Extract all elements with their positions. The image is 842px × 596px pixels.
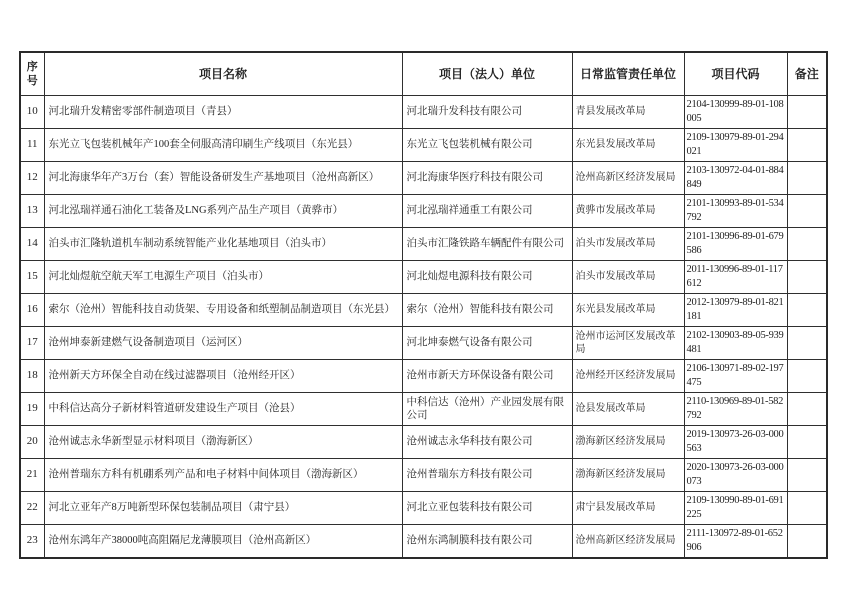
cell-seq: 11 — [20, 128, 44, 161]
cell-remark — [787, 458, 827, 491]
cell-remark — [787, 524, 827, 558]
cell-project-code: 2109-130990-89-01-691225 — [684, 491, 787, 524]
cell-seq: 16 — [20, 293, 44, 326]
cell-remark — [787, 95, 827, 128]
col-header-remark: 备注 — [787, 52, 827, 95]
table-row — [20, 227, 827, 260]
cell-project-code: 2101-130993-89-01-534792 — [684, 194, 787, 227]
cell-project-code: 2019-130973-26-03-000563 — [684, 425, 787, 458]
cell-seq: 22 — [20, 491, 44, 524]
cell-project-name: 河北泓瑞祥通石油化工装备及LNG系列产品生产项目（黄骅市） — [44, 194, 402, 227]
cell-remark — [787, 293, 827, 326]
table-body — [20, 95, 827, 558]
col-header-legal-entity: 项目（法人）单位 — [402, 52, 572, 95]
cell-project-name: 沧州坤泰新建燃气设备制造项目（运河区） — [44, 326, 402, 359]
cell-project-code: 2101-130996-89-01-679586 — [684, 227, 787, 260]
cell-seq: 10 — [20, 95, 44, 128]
cell-legal-entity: 沧州市新天方环保设备有限公司 — [402, 359, 572, 392]
cell-project-code: 2104-130999-89-01-108005 — [684, 95, 787, 128]
table-row — [20, 161, 827, 194]
cell-project-name: 沧州诚志永华新型显示材料项目（渤海新区） — [44, 425, 402, 458]
cell-legal-entity: 沧州东鸿制膜科技有限公司 — [402, 524, 572, 558]
cell-remark — [787, 326, 827, 359]
project-table — [19, 51, 828, 559]
table-row — [20, 359, 827, 392]
cell-seq: 14 — [20, 227, 44, 260]
cell-remark — [787, 128, 827, 161]
cell-supervising-unit: 东光县发展改革局 — [572, 293, 684, 326]
cell-supervising-unit: 沧州经开区经济发展局 — [572, 359, 684, 392]
cell-project-code: 2110-130969-89-01-582792 — [684, 392, 787, 425]
cell-remark — [787, 491, 827, 524]
cell-project-name: 河北灿煜航空航天军工电源生产项目（泊头市） — [44, 260, 402, 293]
cell-project-code: 2012-130979-89-01-821181 — [684, 293, 787, 326]
cell-project-code: 2106-130971-89-02-197475 — [684, 359, 787, 392]
cell-seq: 15 — [20, 260, 44, 293]
col-header-project-name: 项目名称 — [44, 52, 402, 95]
table-row — [20, 128, 827, 161]
table-row — [20, 260, 827, 293]
cell-project-name: 索尔（沧州）智能科技自动货架、专用设备和纸塑制品制造项目（东光县） — [44, 293, 402, 326]
col-header-project-code: 项目代码 — [684, 52, 787, 95]
cell-remark — [787, 359, 827, 392]
table-row — [20, 293, 827, 326]
table-row — [20, 95, 827, 128]
cell-project-code: 2020-130973-26-03-000073 — [684, 458, 787, 491]
cell-seq: 23 — [20, 524, 44, 558]
cell-project-name: 中科信达高分子新材料管道研发建设生产项目（沧县） — [44, 392, 402, 425]
cell-supervising-unit: 沧州高新区经济发展局 — [572, 161, 684, 194]
cell-project-name: 沧州新天方环保全自动在线过滤器项目（沧州经开区） — [44, 359, 402, 392]
cell-project-name: 沧州东鸿年产38000吨高阻隔尼龙薄膜项目（沧州高新区） — [44, 524, 402, 558]
cell-supervising-unit: 沧州市运河区发展改革局 — [572, 326, 684, 359]
table-row — [20, 326, 827, 359]
cell-seq: 20 — [20, 425, 44, 458]
cell-remark — [787, 392, 827, 425]
cell-seq: 18 — [20, 359, 44, 392]
cell-legal-entity: 沧州普瑞东方科技有限公司 — [402, 458, 572, 491]
cell-supervising-unit: 泊头市发展改革局 — [572, 227, 684, 260]
cell-project-name: 河北立亚年产8万吨新型环保包装制品项目（肃宁县） — [44, 491, 402, 524]
cell-legal-entity: 河北立亚包装科技有限公司 — [402, 491, 572, 524]
table-row — [20, 491, 827, 524]
cell-seq: 13 — [20, 194, 44, 227]
cell-legal-entity: 东光立飞包装机械有限公司 — [402, 128, 572, 161]
table-row — [20, 194, 827, 227]
cell-supervising-unit: 青县发展改革局 — [572, 95, 684, 128]
cell-legal-entity: 河北坤泰燃气设备有限公司 — [402, 326, 572, 359]
cell-supervising-unit: 东光县发展改革局 — [572, 128, 684, 161]
cell-remark — [787, 260, 827, 293]
cell-remark — [787, 161, 827, 194]
cell-supervising-unit: 渤海新区经济发展局 — [572, 425, 684, 458]
cell-supervising-unit: 泊头市发展改革局 — [572, 260, 684, 293]
table-row — [20, 458, 827, 491]
table-header-row — [20, 52, 827, 95]
col-header-seq: 序号 — [20, 52, 44, 95]
cell-project-code: 2103-130972-04-01-884849 — [684, 161, 787, 194]
cell-seq: 17 — [20, 326, 44, 359]
cell-project-code: 2011-130996-89-01-117612 — [684, 260, 787, 293]
table-row — [20, 524, 827, 558]
cell-project-code: 2109-130979-89-01-294021 — [684, 128, 787, 161]
cell-supervising-unit: 黄骅市发展改革局 — [572, 194, 684, 227]
cell-supervising-unit: 渤海新区经济发展局 — [572, 458, 684, 491]
cell-legal-entity: 泊头市汇隆铁路车辆配件有限公司 — [402, 227, 572, 260]
cell-legal-entity: 河北海康华医疗科技有限公司 — [402, 161, 572, 194]
cell-project-code: 2102-130903-89-05-939481 — [684, 326, 787, 359]
cell-legal-entity: 中科信达（沧州）产业园发展有限公司 — [402, 392, 572, 425]
table-row — [20, 392, 827, 425]
cell-project-name: 河北海康华年产3万台（套）智能设备研发生产基地项目（沧州高新区） — [44, 161, 402, 194]
cell-legal-entity: 河北灿煜电源科技有限公司 — [402, 260, 572, 293]
cell-remark — [787, 194, 827, 227]
cell-legal-entity: 河北泓瑞祥通重工有限公司 — [402, 194, 572, 227]
cell-legal-entity: 沧州诚志永华科技有限公司 — [402, 425, 572, 458]
col-header-supervising-unit: 日常监管责任单位 — [572, 52, 684, 95]
cell-project-name: 沧州普瑞东方科有机硼系列产品和电子材料中间体项目（渤海新区） — [44, 458, 402, 491]
cell-legal-entity: 索尔（沧州）智能科技有限公司 — [402, 293, 572, 326]
cell-supervising-unit: 沧县发展改革局 — [572, 392, 684, 425]
cell-project-name: 泊头市汇隆轨道机车制动系统智能产业化基地项目（泊头市） — [44, 227, 402, 260]
cell-supervising-unit: 沧州高新区经济发展局 — [572, 524, 684, 558]
table-row — [20, 425, 827, 458]
cell-remark — [787, 227, 827, 260]
cell-project-name: 东光立飞包装机械年产100套全伺服高清印刷生产线项目（东光县） — [44, 128, 402, 161]
cell-project-code: 2111-130972-89-01-652906 — [684, 524, 787, 558]
cell-supervising-unit: 肃宁县发展改革局 — [572, 491, 684, 524]
cell-legal-entity: 河北瑞升发科技有限公司 — [402, 95, 572, 128]
cell-remark — [787, 425, 827, 458]
cell-seq: 21 — [20, 458, 44, 491]
cell-seq: 19 — [20, 392, 44, 425]
cell-project-name: 河北瑞升发精密零部件制造项目（青县） — [44, 95, 402, 128]
cell-seq: 12 — [20, 161, 44, 194]
